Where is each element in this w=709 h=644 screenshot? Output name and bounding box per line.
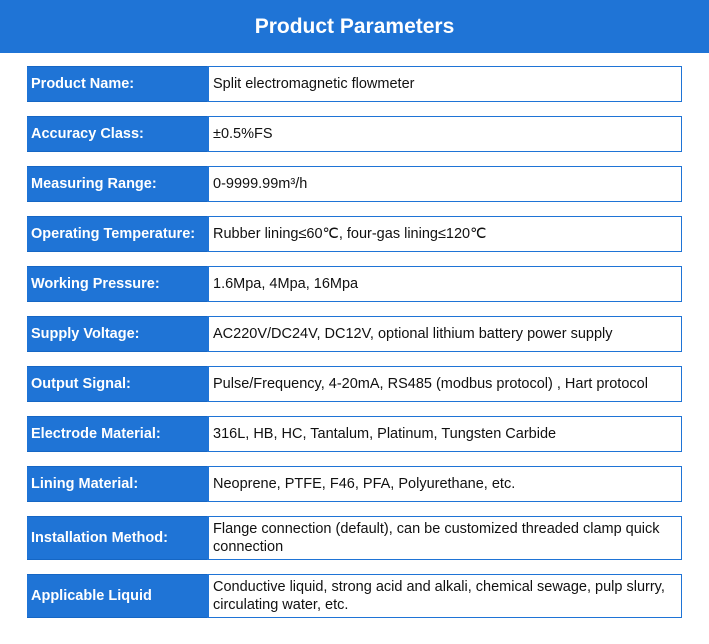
param-value: 316L, HB, HC, Tantalum, Platinum, Tungsten Carbide xyxy=(207,416,682,452)
param-row-measuring-range xyxy=(27,166,682,202)
param-label: Operating Temperature: xyxy=(27,216,207,252)
param-value: Conductive liquid, strong acid and alkali, chemical sewage, pulp slurry, circulating water, etc. xyxy=(207,574,682,618)
page-title: Product Parameters xyxy=(254,14,455,38)
param-row-installation-method xyxy=(27,516,682,560)
param-label: Accuracy Class: xyxy=(27,116,207,152)
param-row-operating-temperature xyxy=(27,216,682,252)
param-row-lining-material xyxy=(27,466,682,502)
param-row-product-name xyxy=(27,66,682,102)
param-value: 0-9999.99m³/h xyxy=(207,166,682,202)
param-label: Working Pressure: xyxy=(27,266,207,302)
param-row-working-pressure xyxy=(27,266,682,302)
param-value: ±0.5%FS xyxy=(207,116,682,152)
param-label: Installation Method: xyxy=(27,516,207,560)
param-label: Measuring Range: xyxy=(27,166,207,202)
param-label: Lining Material: xyxy=(27,466,207,502)
param-row-output-signal xyxy=(27,366,682,402)
param-value: 1.6Mpa, 4Mpa, 16Mpa xyxy=(207,266,682,302)
param-label: Product Name: xyxy=(27,66,207,102)
param-label: Electrode Material: xyxy=(27,416,207,452)
param-value: Flange connection (default), can be customized threaded clamp quick connection xyxy=(207,516,682,560)
param-value: AC220V/DC24V, DC12V, optional lithium battery power supply xyxy=(207,316,682,352)
param-label: Supply Voltage: xyxy=(27,316,207,352)
param-label: Output Signal: xyxy=(27,366,207,402)
param-value: Pulse/Frequency, 4-20mA, RS485 (modbus protocol) , Hart protocol xyxy=(207,366,682,402)
param-value: Neoprene, PTFE, F46, PFA, Polyurethane, etc. xyxy=(207,466,682,502)
param-row-supply-voltage xyxy=(27,316,682,352)
param-value: Rubber lining≤60℃, four-gas lining≤120℃ xyxy=(207,216,682,252)
param-label: Applicable Liquid xyxy=(27,574,207,618)
param-row-accuracy-class xyxy=(27,116,682,152)
param-value: Split electromagnetic flowmeter xyxy=(207,66,682,102)
param-row-electrode-material xyxy=(27,416,682,452)
param-row-applicable-liquid xyxy=(27,574,682,618)
